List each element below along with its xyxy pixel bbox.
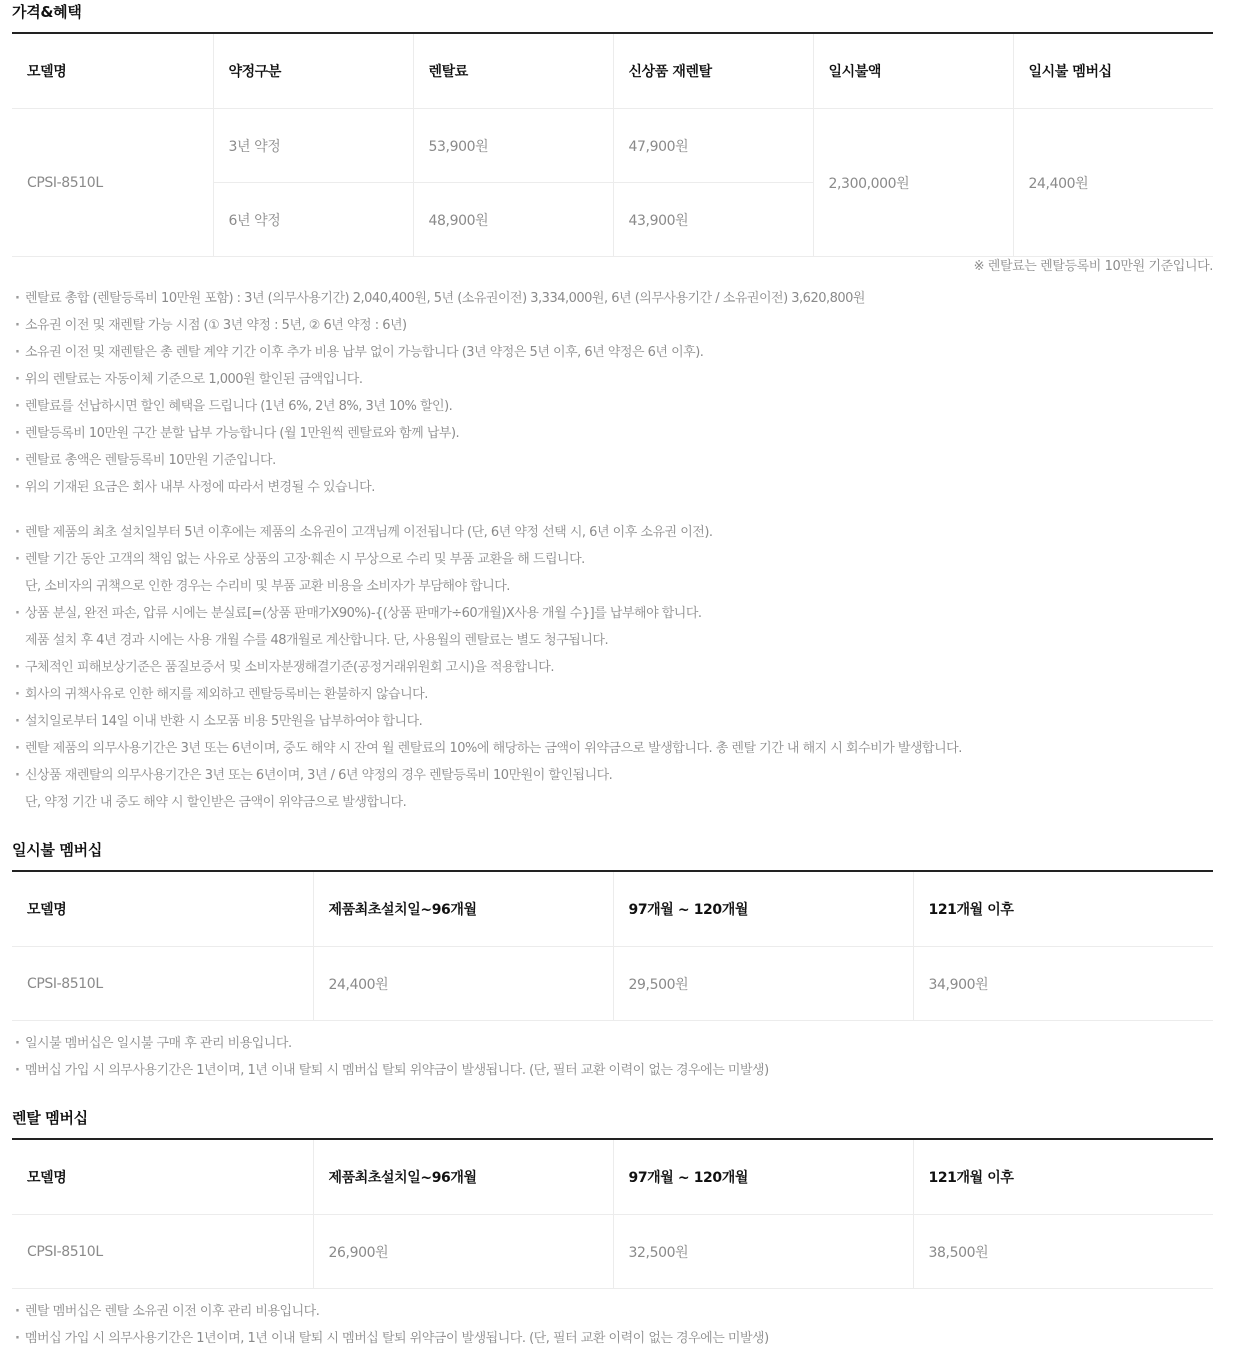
price-notes-list-a [12, 285, 1213, 501]
list-item-continuation: 제품 설치 후 4년 경과 시에는 사용 개월 수를 48개월로 계산합니다. 단, 사용월의 렌탈료는 별도 청구됩니다. [25, 633, 609, 648]
rerental-cell: 43,900원 [613, 183, 813, 257]
model-name-cell: CPSI-8510L [12, 1215, 313, 1289]
header-term: 약정구분 [213, 34, 413, 109]
price-cell: 32,500원 [613, 1215, 913, 1289]
price-cell: 29,500원 [613, 947, 913, 1021]
header-rental-fee: 렌탈료 [413, 34, 613, 109]
lump-sum-cell: 2,300,000원 [813, 109, 1013, 257]
header-period-2: 97개월 ~ 120개월 [613, 872, 913, 947]
list-item: · 렌탈료 총액은 렌탈등록비 10만원 기준입니다. [15, 447, 1213, 474]
table-row [12, 947, 1213, 1021]
table-row [12, 1215, 1213, 1289]
rerental-cell: 47,900원 [613, 109, 813, 183]
list-item-continuation: 단, 소비자의 귀책으로 인한 경우는 수리비 및 부품 교환 비용을 소비자가 부담해야 합니다. [25, 579, 510, 594]
list-item-continuation: 단, 약정 기간 내 중도 해약 시 할인받은 금액이 위약금으로 발생합니다. [25, 795, 407, 810]
list-item: · 렌탈 제품의 의무사용기간은 3년 또는 6년이며, 중도 해약 시 잔여 월 렌탈료의 10%에 해당하는 금액이 위약금으로 발생합니다. 총 렌탈 기간 내 해지 시 회수비가 발생합니다. [15, 735, 1213, 762]
lump-membership-notes [12, 1030, 1213, 1084]
price-cell: 34,900원 [913, 947, 1213, 1021]
lump-membership-section-title: 일시불 멤버십 [12, 838, 1213, 872]
rental-fee-cell: 48,900원 [413, 183, 613, 257]
list-item: · 일시불 멤버십은 일시불 구매 후 관리 비용입니다. [15, 1030, 1213, 1057]
rental-membership-section-title: 렌탈 멤버십 [12, 1106, 1213, 1140]
price-table [12, 34, 1213, 257]
model-name-cell: CPSI-8510L [12, 947, 313, 1021]
list-item: · 멤버십 가입 시 의무사용기간은 1년이며, 1년 이내 탈퇴 시 멤버십 탈퇴 위약금이 발생됩니다. (단, 필터 교환 이력이 없는 경우에는 미발생) [15, 1325, 1213, 1352]
header-lump-membership: 일시불 멤버십 [1013, 34, 1213, 109]
list-item: · 회사의 귀책사유로 인한 해지를 제외하고 렌탈등록비는 환불하지 않습니다. [15, 681, 1213, 708]
list-item: · 소유권 이전 및 재렌탈은 총 렌탈 계약 기간 이후 추가 비용 납부 없이 가능합니다 (3년 약정은 5년 이후, 6년 약정은 6년 이후). [15, 339, 1213, 366]
list-item: · 렌탈 제품의 최초 설치일부터 5년 이후에는 제품의 소유권이 고객님께 이전됩니다 (단, 6년 약정 선택 시, 6년 이후 소유권 이전). [15, 519, 1213, 546]
header-lump-sum: 일시불액 [813, 34, 1013, 109]
rental-membership-notes [12, 1298, 1213, 1352]
price-notes-list-b [12, 519, 1213, 816]
list-item: · 신상품 재렌탈의 의무사용기간은 3년 또는 6년이며, 3년 / 6년 약정의 경우 렌탈등록비 10만원이 할인됩니다. [15, 762, 1213, 789]
model-name-cell: CPSI-8510L [12, 109, 213, 257]
list-item: · 렌탈 기간 동안 고객의 책임 없는 사유로 상품의 고장·훼손 시 무상으로 수리 및 부품 교환을 해 드립니다. [15, 546, 1213, 573]
list-item: · 멤버십 가입 시 의무사용기간은 1년이며, 1년 이내 탈퇴 시 멤버십 탈퇴 위약금이 발생됩니다. (단, 필터 교환 이력이 없는 경우에는 미발생) [15, 1057, 1213, 1084]
list-item: · 상품 분실, 완전 파손, 압류 시에는 분실료[=(상품 판매가X90%)-{(상품 판매가÷60개월)X사용 개월 수}]를 납부해야 합니다. [15, 600, 1213, 627]
lump-membership-table [12, 872, 1213, 1021]
list-item: · 렌탈 멤버십은 렌탈 소유권 이전 이후 관리 비용입니다. [15, 1298, 1213, 1325]
lump-membership-cell: 24,400원 [1013, 109, 1213, 257]
list-item: · 구체적인 피해보상기준은 품질보증서 및 소비자분쟁해결기준(공정거래위원회 고시)을 적용합니다. [15, 654, 1213, 681]
price-cell: 26,900원 [313, 1215, 613, 1289]
term-cell: 6년 약정 [213, 183, 413, 257]
page-content [12, 0, 1213, 1352]
rental-fee-cell: 53,900원 [413, 109, 613, 183]
price-table-header-row [12, 34, 1213, 109]
header-period-1: 제품최초설치일~96개월 [313, 1140, 613, 1215]
list-item: · 렌탈료를 선납하시면 할인 혜택을 드립니다 (1년 6%, 2년 8%, 3년 10% 할인). [15, 393, 1213, 420]
rental-membership-table [12, 1140, 1213, 1289]
lump-membership-header-row [12, 872, 1213, 947]
list-item: · 위의 렌탈료는 자동이체 기준으로 1,000원 할인된 금액입니다. [15, 366, 1213, 393]
header-period-1: 제품최초설치일~96개월 [313, 872, 613, 947]
table-row [12, 109, 1213, 183]
header-model: 모델명 [12, 872, 313, 947]
list-item: · 설치일로부터 14일 이내 반환 시 소모품 비용 5만원을 납부하여야 합니다. [15, 708, 1213, 735]
list-item: · 소유권 이전 및 재렌탈 가능 시점 (① 3년 약정 : 5년, ② 6년 약정 : 6년) [15, 312, 1213, 339]
header-period-2: 97개월 ~ 120개월 [613, 1140, 913, 1215]
list-item: · 위의 기재된 요금은 회사 내부 사정에 따라서 변경될 수 있습니다. [15, 474, 1213, 501]
header-model: 모델명 [12, 1140, 313, 1215]
rental-membership-header-row [12, 1140, 1213, 1215]
header-period-3: 121개월 이후 [913, 872, 1213, 947]
price-cell: 24,400원 [313, 947, 613, 1021]
price-section-title: 가격&혜택 [12, 0, 1213, 34]
list-item: · 렌탈등록비 10만원 구간 분할 납부 가능합니다 (월 1만원씩 렌탈료와 함께 납부). [15, 420, 1213, 447]
term-cell: 3년 약정 [213, 109, 413, 183]
header-period-3: 121개월 이후 [913, 1140, 1213, 1215]
list-item: · 렌탈료 총합 (렌탈등록비 10만원 포함) : 3년 (의무사용기간) 2,040,400원, 5년 (소유권이전) 3,334,000원, 6년 (의무사용기간 / 소유권이전) 3,620,800원 [15, 285, 1213, 312]
header-model: 모델명 [12, 34, 213, 109]
header-rerental: 신상품 재렌탈 [613, 34, 813, 109]
price-footnote: ※ 렌탈료는 렌탈등록비 10만원 기준입니다. [973, 259, 1213, 274]
price-cell: 38,500원 [913, 1215, 1213, 1289]
